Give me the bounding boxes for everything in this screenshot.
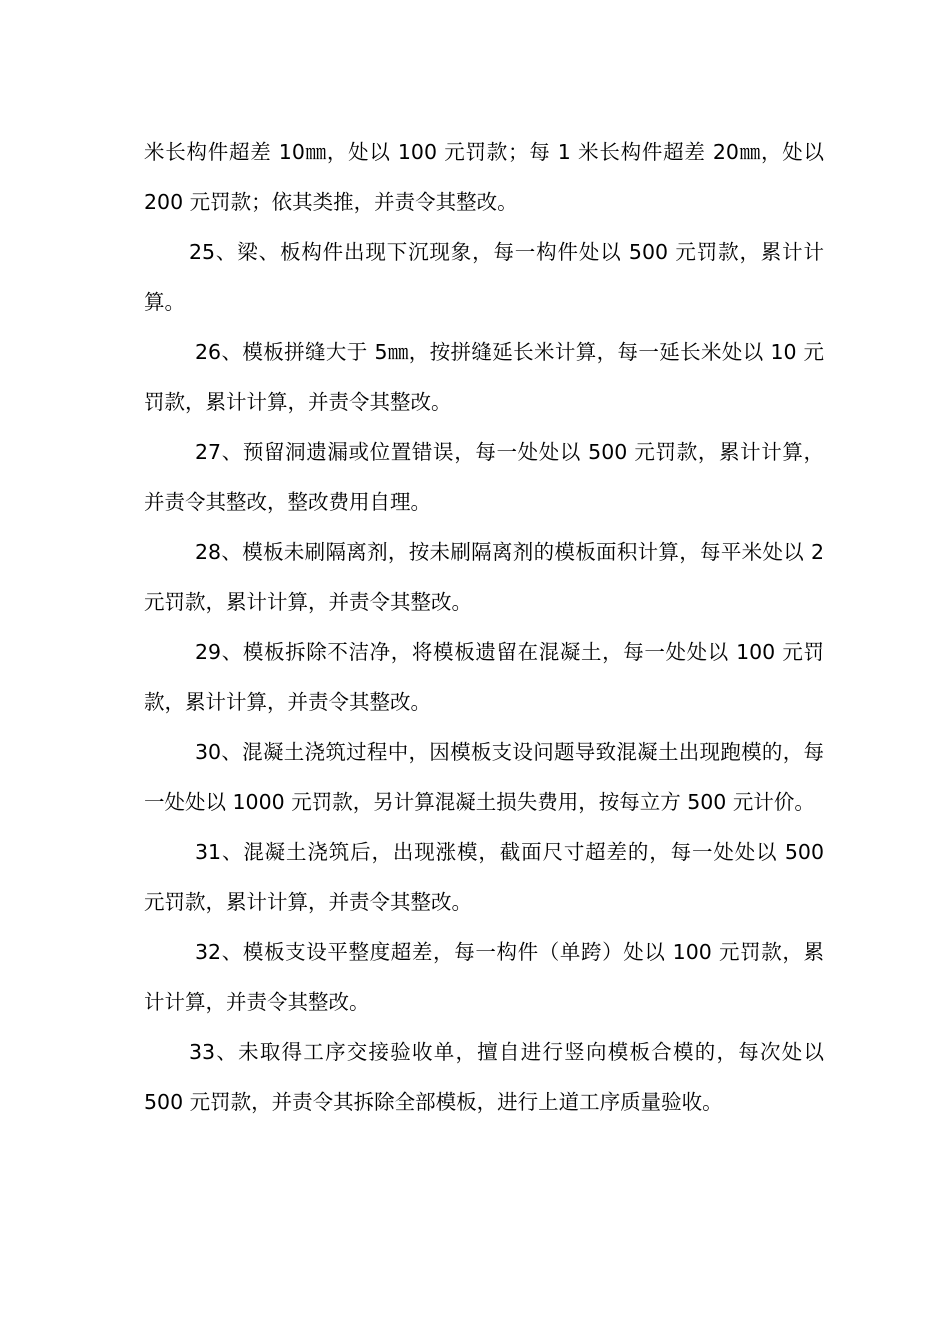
paragraph-clause-25: 25、梁、板构件出现下沉现象，每一构件处以 500 元罚款，累计计算。 xyxy=(144,240,824,314)
paragraph-continuation: 米长构件超差 10㎜，处以 100 元罚款；每 1 米长构件超差 20㎜，处以 200 元罚款；依其类推，并责令其整改。 xyxy=(144,140,824,214)
paragraph-clause-31: 31、混凝土浇筑后，出现涨模，截面尺寸超差的，每一处处以 500 元罚款，累计计算，并责令其整改。 xyxy=(144,840,824,914)
paragraph-clause-27: 27、预留洞遗漏或位置错误，每一处处以 500 元罚款，累计计算，并责令其整改，整改费用自理。 xyxy=(144,440,824,514)
paragraph-clause-30: 30、混凝土浇筑过程中，因模板支设问题导致混凝土出现跑模的，每一处处以 1000 元罚款，另计算混凝土损失费用，按每立方 500 元计价。 xyxy=(144,740,824,814)
document-body xyxy=(144,127,824,1127)
paragraph-clause-33: 33、未取得工序交接验收单，擅自进行竖向模板合模的，每次处以 500 元罚款，并责令其拆除全部模板，进行上道工序质量验收。 xyxy=(144,1040,824,1114)
paragraph-clause-29: 29、模板拆除不洁净，将模板遗留在混凝土，每一处处以 100 元罚款，累计计算，并责令其整改。 xyxy=(144,640,824,714)
paragraph-clause-32: 32、模板支设平整度超差，每一构件（单跨）处以 100 元罚款，累计计算，并责令其整改。 xyxy=(144,940,824,1014)
paragraph-clause-28: 28、模板未刷隔离剂，按未刷隔离剂的模板面积计算，每平米处以 2 元罚款，累计计算，并责令其整改。 xyxy=(144,540,824,614)
paragraph-clause-26: 26、模板拼缝大于 5㎜，按拼缝延长米计算，每一延长米处以 10 元罚款，累计计算，并责令其整改。 xyxy=(144,340,824,414)
